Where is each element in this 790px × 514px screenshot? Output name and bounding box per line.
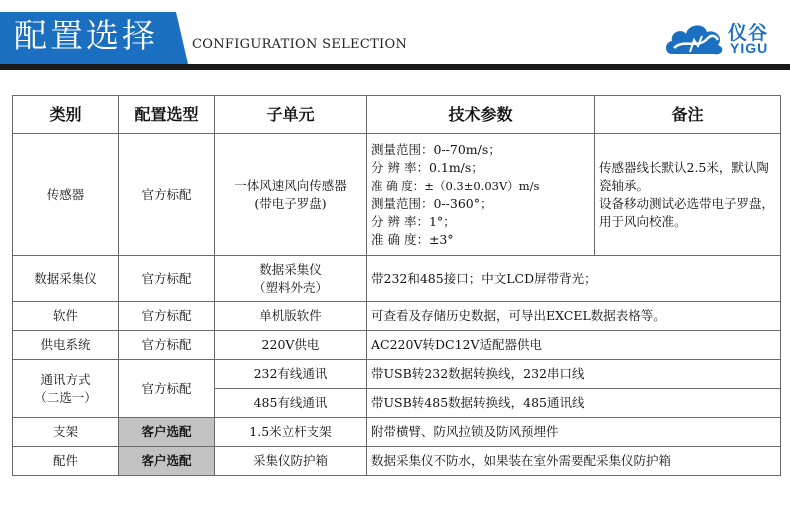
- cell-config: 官方标配: [119, 360, 215, 418]
- header-config: 配置选型: [119, 96, 215, 134]
- cell-subunit: 1.5米立杆支架: [215, 418, 367, 447]
- brand-logo: [664, 16, 774, 60]
- cell-params: AC220V转DC12V适配器供电: [367, 331, 781, 360]
- table-row: [13, 134, 781, 256]
- cell-category: 支架: [13, 418, 119, 447]
- cell-category: 传感器: [13, 134, 119, 256]
- table-row: [13, 256, 781, 302]
- param-line: 分 辨 率：1°；: [371, 213, 456, 229]
- cell-subunit: [215, 134, 367, 256]
- page-subtitle: CONFIGURATION SELECTION: [192, 37, 408, 52]
- table-row: [13, 360, 781, 389]
- cell-subunit: 单机版软件: [215, 302, 367, 331]
- cell-category: [13, 360, 119, 418]
- table-row: [13, 331, 781, 360]
- param-line: 分 辨 率：0.1m/s；: [371, 159, 484, 175]
- table-row: [13, 302, 781, 331]
- header-category: 类别: [13, 96, 119, 134]
- cell-notes: [595, 134, 781, 256]
- cell-category: 配件: [13, 447, 119, 476]
- page-header: [0, 0, 790, 72]
- cell-subunit: 采集仪防护箱: [215, 447, 367, 476]
- param-line: 准 确 度：±3°: [371, 231, 454, 247]
- param-line: 测量范围：0--70m/s；: [371, 141, 501, 157]
- configuration-table: [12, 95, 781, 476]
- cell-params: 带USB转232数据转换线，232串口线: [367, 360, 781, 389]
- cell-config: 官方标配: [119, 134, 215, 256]
- param-line: 准 确 度：±（0.3±0.03V）m/s: [371, 178, 540, 193]
- param-line: 测量范围：0--360°；: [371, 195, 493, 211]
- header-notes: 备注: [595, 96, 781, 134]
- cell-params: 可查看及存储历史数据，可导出EXCEL数据表格等。: [367, 302, 781, 331]
- page-title: 配置选择: [14, 16, 158, 55]
- note-line: 传感器线长默认2.5米，默认陶瓷轴承。: [599, 159, 769, 193]
- cell-params: 附带横臂、防风拉锁及防风预埋件: [367, 418, 781, 447]
- cell-subunit: [215, 256, 367, 302]
- cell-params: 数据采集仪不防水，如果装在室外需要配采集仪防护箱: [367, 447, 781, 476]
- cell-params: 带232和485接口；中文LCD屏带背光；: [367, 256, 781, 302]
- category-line: （二选一）: [34, 389, 97, 405]
- cell-subunit: 232有线通讯: [215, 360, 367, 389]
- subunit-line: （塑料外壳）: [252, 279, 328, 295]
- table-header-row: [13, 96, 781, 134]
- cell-config: 官方标配: [119, 331, 215, 360]
- cloud-logo-icon: [664, 20, 726, 58]
- note-line: 设备移动测试必选带电子罗盘，用于风向校准。: [599, 195, 775, 229]
- cell-config-optional: 客户选配: [119, 418, 215, 447]
- cell-category: 数据采集仪: [13, 256, 119, 302]
- subunit-line: 数据采集仪: [259, 261, 322, 277]
- cell-category: 软件: [13, 302, 119, 331]
- subunit-line: 一体风速风向传感器: [234, 177, 347, 193]
- cell-params: [367, 134, 595, 256]
- header-params: 技术参数: [367, 96, 595, 134]
- cell-config: 官方标配: [119, 256, 215, 302]
- header-divider: [0, 64, 790, 70]
- cell-config-optional: 客户选配: [119, 447, 215, 476]
- cell-config: 官方标配: [119, 302, 215, 331]
- logo-text-cn: 仪谷: [728, 22, 769, 44]
- cell-category: 供电系统: [13, 331, 119, 360]
- cell-subunit: 485有线通讯: [215, 389, 367, 418]
- category-line: 通讯方式: [40, 371, 91, 387]
- header-subunit: 子单元: [215, 96, 367, 134]
- logo-text-en: YIGU: [730, 40, 769, 56]
- subunit-line: (带电子罗盘): [254, 195, 327, 211]
- table-row: [13, 418, 781, 447]
- cell-params: 带USB转485数据转换线，485通讯线: [367, 389, 781, 418]
- cell-subunit: 220V供电: [215, 331, 367, 360]
- table-row: [13, 447, 781, 476]
